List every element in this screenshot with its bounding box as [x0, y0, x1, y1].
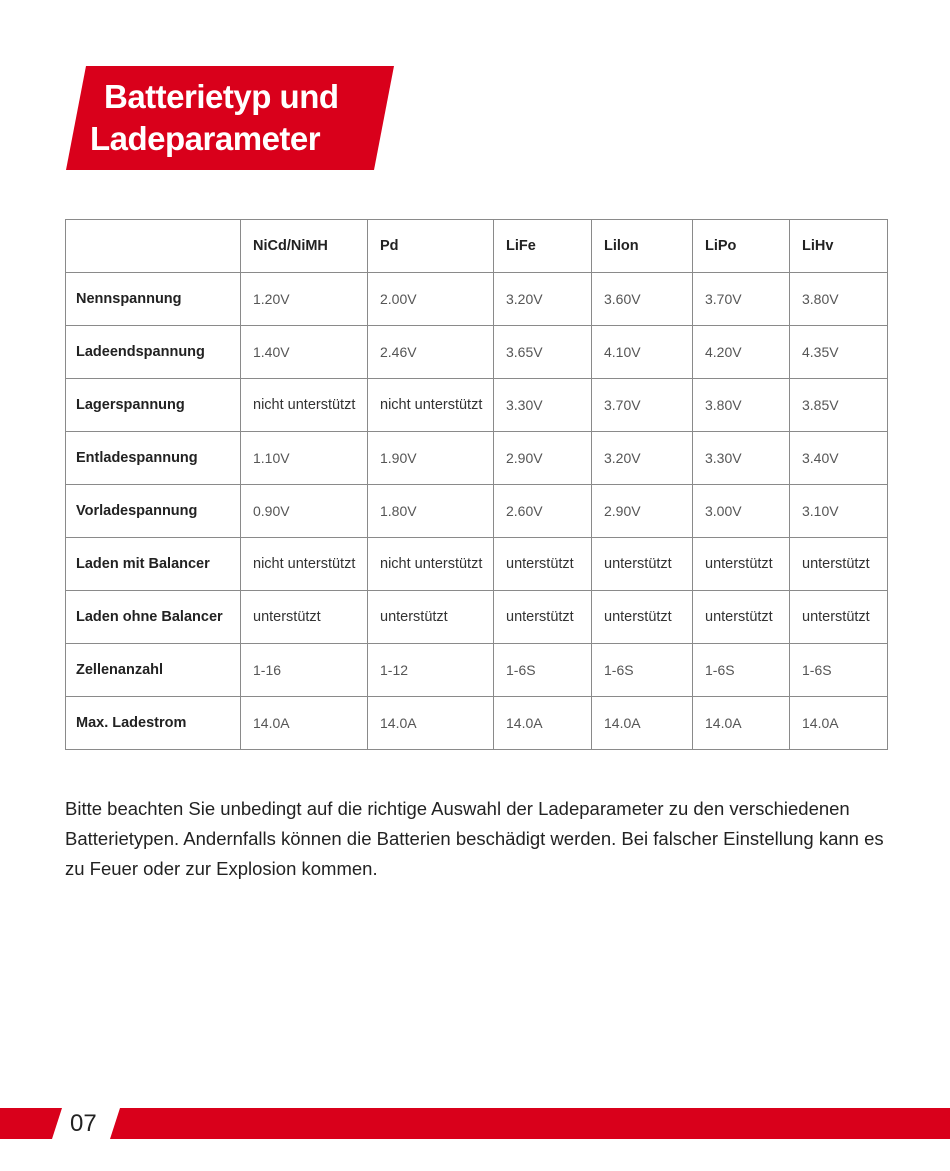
table-cell: 3.20V: [592, 432, 693, 485]
table-cell: unterstützt: [693, 538, 790, 591]
table-cell: nicht unterstützt: [368, 379, 494, 432]
table-cell: 4.10V: [592, 326, 693, 379]
table-cell: unterstützt: [693, 591, 790, 644]
table-row: [66, 644, 888, 697]
table-cell: 14.0A: [693, 697, 790, 750]
table-cell: 3.85V: [790, 379, 888, 432]
row-label: Entladespannung: [66, 432, 241, 485]
table-cell: unterstützt: [494, 591, 592, 644]
table-cell: 1.80V: [368, 485, 494, 538]
header-cell: LiFe: [494, 220, 592, 273]
table-cell: 3.30V: [494, 379, 592, 432]
table-cell: unterstützt: [790, 538, 888, 591]
row-label: Vorladespannung: [66, 485, 241, 538]
row-label: Lagerspannung: [66, 379, 241, 432]
table-cell: unterstützt: [241, 591, 368, 644]
table-cell: 1-16: [241, 644, 368, 697]
table-cell: 14.0A: [368, 697, 494, 750]
table-cell: 0.90V: [241, 485, 368, 538]
table-cell: 3.70V: [693, 273, 790, 326]
table-cell: 1-6S: [790, 644, 888, 697]
table-cell: 1-6S: [494, 644, 592, 697]
table-cell: nicht unterstützt: [241, 538, 368, 591]
table-cell: 14.0A: [494, 697, 592, 750]
page-title-line-2: Ladeparameter: [90, 120, 321, 157]
row-label: Nennspannung: [66, 273, 241, 326]
table-cell: 1-6S: [592, 644, 693, 697]
table-cell: unterstützt: [494, 538, 592, 591]
header-cell: Lilon: [592, 220, 693, 273]
table-cell: 1.40V: [241, 326, 368, 379]
table-cell: 3.20V: [494, 273, 592, 326]
table-cell: 14.0A: [241, 697, 368, 750]
table-cell: 1.90V: [368, 432, 494, 485]
table-row: [66, 538, 888, 591]
table-cell: unterstützt: [592, 538, 693, 591]
table-cell: nicht unterstützt: [368, 538, 494, 591]
row-label: Zellenanzahl: [66, 644, 241, 697]
page-number: 07: [70, 1110, 97, 1137]
table-cell: 4.35V: [790, 326, 888, 379]
table-cell: nicht unterstützt: [241, 379, 368, 432]
table-cell: 3.80V: [693, 379, 790, 432]
table-row: [66, 697, 888, 750]
header-cell-empty: [66, 220, 241, 273]
table-cell: unterstützt: [790, 591, 888, 644]
table-cell: 2.90V: [592, 485, 693, 538]
table-row: [66, 379, 888, 432]
table-row: [66, 273, 888, 326]
table-row: [66, 432, 888, 485]
header-cell: LiHv: [790, 220, 888, 273]
footer-bar-left: [0, 1108, 62, 1139]
table-cell: 14.0A: [790, 697, 888, 750]
header-cell: Pd: [368, 220, 494, 273]
table-cell: 3.30V: [693, 432, 790, 485]
table-cell: 3.40V: [790, 432, 888, 485]
table-cell: unterstützt: [368, 591, 494, 644]
table-cell: unterstützt: [592, 591, 693, 644]
battery-parameter-table: [65, 219, 888, 750]
table-row: [66, 326, 888, 379]
table-cell: 2.90V: [494, 432, 592, 485]
row-label: Laden ohne Balancer: [66, 591, 241, 644]
table-row: [66, 591, 888, 644]
row-label: Ladeendspannung: [66, 326, 241, 379]
table-cell: 4.20V: [693, 326, 790, 379]
row-label: Laden mit Balancer: [66, 538, 241, 591]
row-label: Max. Ladestrom: [66, 697, 241, 750]
table-cell: 1.10V: [241, 432, 368, 485]
table-cell: 1-12: [368, 644, 494, 697]
table-cell: 3.80V: [790, 273, 888, 326]
table-cell: 3.00V: [693, 485, 790, 538]
table-cell: 2.00V: [368, 273, 494, 326]
table-cell: 1.20V: [241, 273, 368, 326]
header-cell: LiPo: [693, 220, 790, 273]
warning-note: Bitte beachten Sie unbedingt auf die richtige Auswahl der Ladeparameter zu den verschiedenen Batterietypen. Andernfalls können die Batterien beschädigt werden. Bei falscher Einstellung kann es zu Feuer oder zur Explosion kommen.: [65, 798, 884, 879]
table-cell: 14.0A: [592, 697, 693, 750]
table-cell: 2.46V: [368, 326, 494, 379]
table-cell: 2.60V: [494, 485, 592, 538]
table-cell: 3.60V: [592, 273, 693, 326]
table-cell: 3.65V: [494, 326, 592, 379]
page-title: [90, 76, 390, 160]
page-title-line-1: Batterietyp und: [104, 78, 339, 115]
table-cell: 1-6S: [693, 644, 790, 697]
table-header-row: [66, 220, 888, 273]
header-cell: NiCd/NiMH: [241, 220, 368, 273]
table-cell: 3.70V: [592, 379, 693, 432]
footer-bar-right: [110, 1108, 950, 1139]
table-cell: 3.10V: [790, 485, 888, 538]
table-row: [66, 485, 888, 538]
